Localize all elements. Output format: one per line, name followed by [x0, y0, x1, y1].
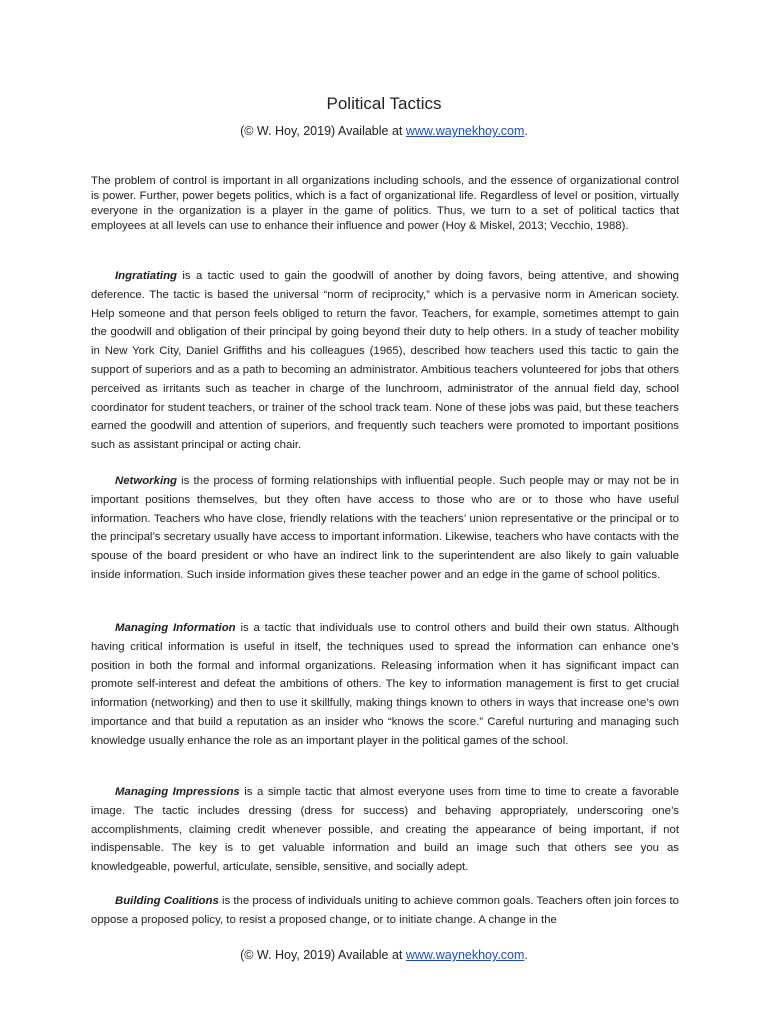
- paragraph-managing-impressions: [91, 783, 679, 877]
- term-managing-impressions: Managing Impressions: [115, 786, 240, 798]
- footer-citation: [0, 948, 768, 962]
- intro-paragraph: The problem of control is important in all organizations including schools, and the essence of organizational control is power. Further, power begets politics, which is a fact of organizational life. Regardless of level or position, virtually everyone in the organization is a player in the game of politics. Thus, we turn to a set of political tactics that employees at all levels can use to enhance their influence and power (Hoy & Miskel, 2013; Vecchio, 1988).: [91, 175, 679, 232]
- paragraph-text: is the process of individuals uniting to achieve common goals. Teachers often join forces to oppose a proposed policy, to resist a proposed change, or to initiate change. A change in the: [91, 895, 679, 926]
- paragraph-ingratiating: [91, 267, 679, 455]
- term-ingratiating: Ingratiating: [115, 270, 178, 282]
- term-networking: Networking: [115, 475, 178, 487]
- header-citation: [0, 124, 768, 138]
- paragraph-networking: [91, 472, 679, 585]
- paragraph-text: is a tactic used to gain the goodwill of another by doing favors, being attentive, and showing deference. The tactic is based the universal “norm of reciprocity,” which is a pervasive norm in American society. Help someone and that person feels obliged to return the favor. Teachers, for example, sometimes attempt to gain the goodwill and obligation of their principal by going beyond their duty to help others. In a study of teacher mobility in New York City, Daniel Griffiths and his colleagues (1965), described how teachers used this tactic to gain the support of superiors and as a path to becoming an administrator. Ambitious teachers volunteered for jobs that others perceived as irritants such as teacher in charge of the lunchroom, administrator of the annual field day, school coordinator for student teachers, or trainer of the school track team. None of these jobs was paid, but these teachers earned the goodwill and attention of superiors, and frequently such teachers were promoted to important positions such as assistant principal or acting chair.: [91, 270, 679, 452]
- paragraph-text: is a tactic that individuals use to control others and build their own status. Although having critical information is useful in itself, the techniques used to spread the information can enhance one’s position in both the formal and informal organizations. Releasing information when it has significant impact can promote self-interest and defeat the ambitions of others. The key to information management is first to get crucial information (networking) and then to use it skillfully, making things known to others in ways that increase one’s own importance and that build a reputation as an insider who “knows the score.” Careful nurturing and managing such knowledge usually enhance the role as an important player in the political games of the school.: [91, 622, 679, 747]
- term-managing-information: Managing Information: [115, 622, 236, 634]
- header-website-link[interactable]: www.waynekhoy.com: [405, 124, 525, 138]
- paragraph-text: is the process of forming relationships with influential people. Such people may or may not be in important positions themselves, but they often have access to those who are or to those who have useful information. Teachers who have close, friendly relations with the teachers’ union representative or the principal or to the principal’s secretary usually have access to important information. Likewise, teachers who have contacts with the spouse of the board president or who have an indirect link to the superintendent are also likely to gain valuable inside information. Such inside information gives these teacher power and an edge in the game of school politics.: [91, 475, 679, 581]
- paragraph-text: is a simple tactic that almost everyone uses from time to time to create a favorable image. The tactic includes dressing (dress for success) and behaving appropriately, underscoring one’s accomplishments, claiming credit whenever possible, and creating the appearance of being important, if not indispensable. The key is to get valuable information and build an image such that others see you as knowledgeable, powerful, articulate, sensible, sensitive, and socially adept.: [91, 786, 679, 874]
- paragraph-building-coalitions: [91, 892, 679, 930]
- footer-citation-text: (© W. Hoy, 2019) Available at: [240, 948, 406, 962]
- header-citation-text: (© W. Hoy, 2019) Available at: [240, 124, 406, 138]
- paragraph-managing-information: [91, 619, 679, 751]
- footer-website-link[interactable]: www.waynekhoy.com: [405, 948, 525, 962]
- footer-citation-suffix: .: [524, 948, 528, 962]
- term-building-coalitions: Building Coalitions: [115, 895, 219, 907]
- header-citation-suffix: .: [524, 124, 528, 138]
- page-title: Political Tactics: [326, 94, 442, 113]
